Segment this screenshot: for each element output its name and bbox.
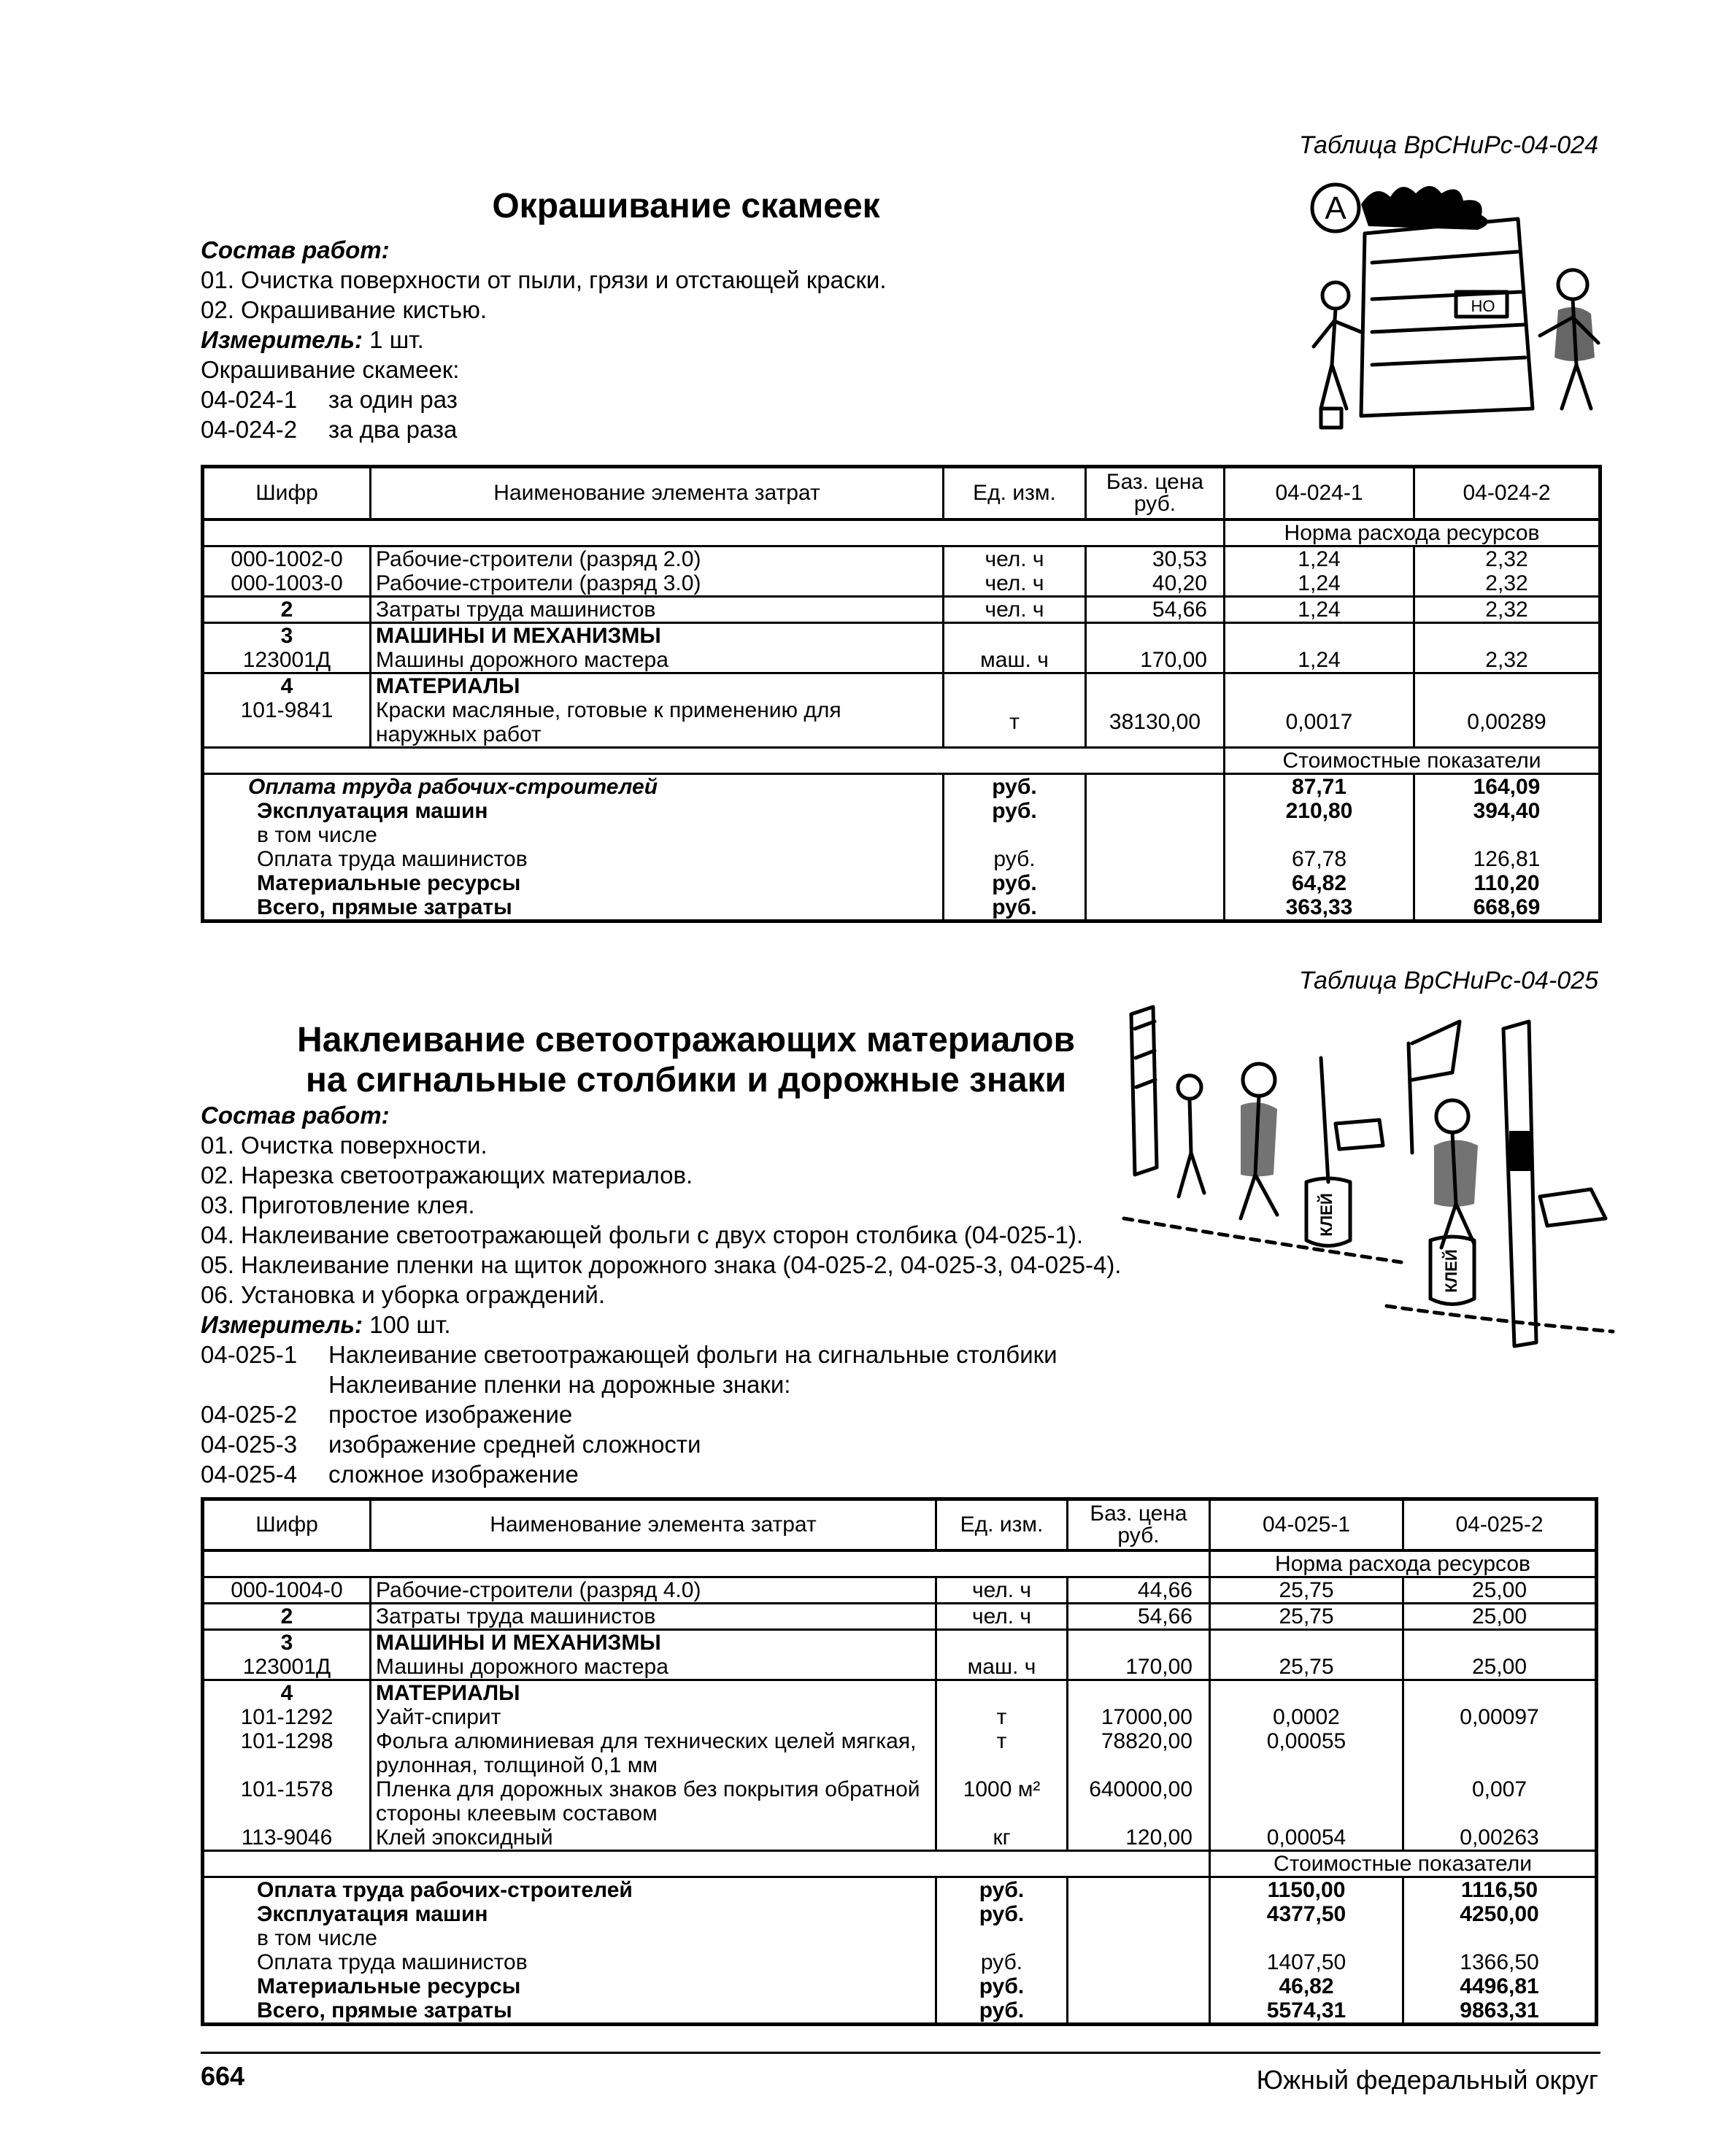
row-name: Затраты труда машинистов [371, 1603, 936, 1629]
row-unit: чел. ч [944, 546, 1086, 571]
cost-v2: 4250,00 [1403, 1902, 1597, 1926]
row-unit: чел. ч [944, 596, 1086, 622]
region-name: Южный федеральный округ [1256, 2065, 1598, 2095]
work-step: 01. Очистка поверхности. [201, 1132, 488, 1159]
worker-left-head [1322, 282, 1349, 309]
toy-car [1540, 1189, 1606, 1226]
row-v1 [1210, 1777, 1403, 1825]
page-number: 664 [201, 2061, 245, 2091]
row-v2: 0,007 [1403, 1777, 1597, 1825]
variant-line [201, 1459, 1121, 1489]
work-step: 02. Нарезка светоотражающих материалов. [201, 1162, 693, 1189]
cost-band: Стоимостные показатели [1210, 1850, 1597, 1877]
work-step: 05. Наклеивание пленки на щиток дорожного знака (04-025-2, 04-025-3, 04-025-4). [201, 1251, 1122, 1278]
row-unit: т [936, 1705, 1068, 1729]
row-name: Затраты труда машинистов [371, 596, 944, 622]
bench-painting-illustration [1292, 175, 1613, 445]
cost-v2: 668,69 [1414, 895, 1600, 921]
row-code: 000-1004-0 [203, 1577, 371, 1603]
row-v1: 0,00055 [1210, 1729, 1403, 1777]
row-price: 54,66 [1068, 1603, 1210, 1629]
cost-unit: руб. [936, 1998, 1068, 2025]
cost-v1: 1150,00 [1210, 1877, 1403, 1902]
cost-band: Стоимостные показатели [1225, 747, 1600, 773]
variant-code: 04-025-3 [201, 1431, 298, 1458]
title-line: Наклеивание светоотражающих материалов [297, 1021, 1075, 1059]
group-row [203, 1629, 1597, 1655]
cost-row [203, 895, 1600, 921]
row-code: 4 [203, 1680, 371, 1705]
worker-3-head [1436, 1100, 1468, 1132]
cost-name: Оплата труда машинистов [203, 847, 944, 871]
row-name: МАШИНЫ И МЕХАНИЗМЫ [371, 1629, 936, 1655]
table-row [203, 571, 1600, 597]
variant-line [201, 414, 887, 444]
header-col2: 04-025-2 [1403, 1499, 1597, 1550]
work-step: 04. Наклеивание светоотражающей фольги с двух сторон столбика (04-025-1). [201, 1221, 1083, 1248]
row-name: МАТЕРИАЛЫ [371, 673, 944, 698]
row-name: Машины дорожного мастера [371, 1655, 936, 1680]
row-unit: т [944, 698, 1086, 748]
cost-unit: руб. [936, 1974, 1068, 1998]
row-code: 123001Д [203, 1655, 371, 1680]
row-name: Фольга алюминиевая для технических целей мягкая, рулонная, толщиной 0,1 мм [371, 1729, 936, 1777]
row-code: 123001Д [203, 648, 371, 673]
cost-name: Материальные ресурсы [203, 871, 944, 895]
row-price: 54,66 [1086, 596, 1225, 622]
header-unit: Ед. изм. [944, 467, 1086, 519]
row-name: Клей эпоксидный [371, 1825, 936, 1851]
row-code: 2 [203, 596, 371, 622]
road-edge [1124, 1218, 1613, 1332]
table-caption: Таблица ВрСНиРс-04-025 [1298, 967, 1598, 994]
cost-v2: 4496,81 [1403, 1974, 1597, 1998]
table-row [203, 1705, 1597, 1729]
worker-2-head [1243, 1064, 1275, 1096]
variant-code: 04-024-1 [201, 386, 298, 413]
variant-line [201, 1399, 1121, 1429]
row-code: 101-1298 [203, 1729, 371, 1777]
table-row [203, 596, 1600, 622]
cost-v2: 126,81 [1414, 847, 1600, 871]
row-code: 101-9841 [203, 698, 371, 748]
row-code: 2 [203, 1603, 371, 1629]
row-unit: чел. ч [936, 1577, 1068, 1603]
variant-code: 04-024-2 [201, 416, 298, 443]
row-price: 44,66 [1068, 1577, 1210, 1603]
section-title: Окрашивание скамеек [492, 187, 880, 225]
work-composition [201, 235, 887, 444]
cost-v1: 67,78 [1225, 847, 1414, 871]
row-unit: кг [936, 1825, 1068, 1851]
cost-unit: руб. [944, 847, 1086, 871]
variant-text: простое изображение [328, 1401, 573, 1428]
cost-v2: 9863,31 [1403, 1998, 1597, 2025]
group-row [203, 673, 1600, 698]
row-unit: маш. ч [944, 648, 1086, 673]
header-price: Баз. цена руб. [1086, 467, 1225, 519]
table-caption: Таблица ВрСНиРс-04-024 [1298, 131, 1598, 159]
header-col1: 04-025-1 [1210, 1499, 1403, 1550]
row-price: 78820,00 [1068, 1729, 1210, 1777]
variant-group-label: Наклеивание пленки на дорожные знаки: [328, 1371, 791, 1398]
variant-text: изображение средней сложности [328, 1431, 701, 1458]
reflective-film-illustration [1109, 1000, 1620, 1350]
measure-label: Измеритель: [201, 326, 363, 353]
bucket-label: КЛЕЙ [1442, 1249, 1460, 1293]
table-row [203, 1603, 1597, 1629]
cost-unit: руб. [944, 773, 1086, 799]
variant-line [201, 1429, 1121, 1459]
cost-name: в том числе [203, 1926, 936, 1950]
worker-3-vest [1434, 1140, 1478, 1208]
row-v2: 2,32 [1414, 571, 1600, 597]
composition-label: Состав работ: [201, 1102, 390, 1129]
work-step: 03. Приготовление клея. [201, 1191, 475, 1218]
header-cipher: Шифр [203, 1499, 371, 1550]
row-unit: чел. ч [944, 571, 1086, 597]
row-v1: 1,24 [1225, 571, 1414, 597]
brush [1321, 1058, 1328, 1182]
work-step: 02. Окрашивание кистью. [201, 296, 488, 323]
row-price: 170,00 [1068, 1655, 1210, 1680]
paint-bucket [1321, 409, 1341, 428]
row-v1: 0,00054 [1210, 1825, 1403, 1851]
measure-line [201, 325, 887, 355]
row-name: Рабочие-строители (разряд 4.0) [371, 1577, 936, 1603]
table-row [203, 1777, 1597, 1825]
cost-row [203, 871, 1600, 895]
measure-line [201, 1310, 1121, 1340]
row-code: 101-1292 [203, 1705, 371, 1729]
sign-text: НО [1471, 297, 1495, 315]
cost-name: Эксплуатация машин [203, 799, 944, 823]
row-v2: 2,32 [1414, 596, 1600, 622]
table-row [203, 1825, 1597, 1851]
row-name: Пленка для дорожных знаков без покрытия обратной стороны клеевым составом [371, 1777, 936, 1825]
row-v1: 1,24 [1225, 596, 1414, 622]
header-col1: 04-024-1 [1225, 467, 1414, 519]
row-code: 000-1003-0 [203, 571, 371, 597]
cost-unit: руб. [944, 799, 1086, 823]
cost-band-row [203, 747, 1600, 773]
table-header-row [203, 1499, 1597, 1550]
row-price: 640000,00 [1068, 1777, 1210, 1825]
row-v1: 0,0017 [1225, 698, 1414, 748]
composition-label: Состав работ: [201, 236, 390, 263]
cost-name: Материальные ресурсы [203, 1974, 936, 1998]
row-name: МАТЕРИАЛЫ [371, 1680, 936, 1705]
norm-band-row [203, 1550, 1597, 1577]
row-name: Уайт-спирит [371, 1705, 936, 1729]
cost-name: Оплата труда рабочих-строителей [203, 1877, 936, 1902]
row-price: 120,00 [1068, 1825, 1210, 1851]
cost-v1: 64,82 [1225, 871, 1414, 895]
cost-name: Всего, прямые затраты [203, 1998, 936, 2025]
row-v1: 1,24 [1225, 648, 1414, 673]
row-price: 40,20 [1086, 571, 1225, 597]
row-name: Рабочие-строители (разряд 2.0) [371, 546, 944, 571]
cost-name: Всего, прямые затраты [203, 895, 944, 921]
row-v1: 25,75 [1210, 1603, 1403, 1629]
signal-post-left [1131, 1007, 1157, 1175]
row-unit: т [936, 1729, 1068, 1777]
bench-slats [1372, 252, 1525, 365]
group-row [203, 1680, 1597, 1705]
row-v2: 2,32 [1414, 648, 1600, 673]
work-step: 06. Установка и уборка ограждений. [201, 1281, 605, 1308]
section-title [248, 1020, 1124, 1100]
cost-row [203, 773, 1600, 799]
worker-1-head [1178, 1075, 1201, 1099]
norm-band: Норма расхода ресурсов [1225, 519, 1600, 546]
row-price: 38130,00 [1086, 698, 1225, 748]
row-name: Машины дорожного мастера [371, 648, 944, 673]
row-v2: 0,00289 [1414, 698, 1600, 748]
footer-rule [201, 2052, 1600, 2054]
variant-text: за один раз [328, 386, 458, 413]
row-v1: 25,75 [1210, 1655, 1403, 1680]
row-code: 101-1578 [203, 1777, 371, 1825]
work-composition [201, 1100, 1121, 1489]
row-v2: 25,00 [1403, 1577, 1597, 1603]
bucket-label: КЛЕЙ [1317, 1193, 1336, 1237]
row-code: 000-1002-0 [203, 546, 371, 571]
variant-line [201, 385, 887, 414]
variant-text: сложное изображение [328, 1461, 579, 1488]
row-price: 170,00 [1086, 648, 1225, 673]
row-v2: 0,00097 [1403, 1705, 1597, 1729]
cost-unit: руб. [936, 1902, 1068, 1926]
variant-text: за два раза [328, 416, 458, 443]
title-line: на сигнальные столбики и дорожные знаки [305, 1061, 1067, 1100]
cost-row [203, 1998, 1597, 2025]
work-step: 01. Очистка поверхности от пыли, грязи и отстающей краски. [201, 266, 887, 293]
row-price: 17000,00 [1068, 1705, 1210, 1729]
cost-unit: руб. [944, 871, 1086, 895]
header-name: Наименование элемента затрат [371, 1499, 936, 1550]
row-v1: 1,24 [1225, 546, 1414, 571]
cost-v2: 1116,50 [1403, 1877, 1597, 1902]
cost-v2: 164,09 [1414, 773, 1600, 799]
header-price: Баз. цена руб. [1068, 1499, 1210, 1550]
table-row [203, 698, 1600, 748]
reflective-strip [1509, 1131, 1531, 1171]
cost-row [203, 799, 1600, 823]
cost-unit: руб. [936, 1877, 1068, 1902]
row-v1: 25,75 [1210, 1577, 1403, 1603]
row-v2: 25,00 [1403, 1655, 1597, 1680]
cost-v1: 5574,31 [1210, 1998, 1403, 2025]
worker-left-body [1314, 309, 1361, 409]
cost-row [203, 823, 1600, 847]
header-col2: 04-024-2 [1414, 467, 1600, 519]
cost-v1: 87,71 [1225, 773, 1414, 799]
header-name: Наименование элемента затрат [371, 467, 944, 519]
worker-1-body [1179, 1099, 1204, 1197]
header-cipher: Шифр [203, 467, 371, 519]
table-row [203, 648, 1600, 673]
row-v1: 0,0002 [1210, 1705, 1403, 1729]
row-code: 3 [203, 1629, 371, 1655]
measure-value: 100 шт. [369, 1311, 451, 1338]
cost-name: Оплата труда машинистов [203, 1950, 936, 1974]
measure-label: Измеритель: [201, 1311, 363, 1338]
table-header-row [203, 467, 1600, 519]
row-name: МАШИНЫ И МЕХАНИЗМЫ [371, 622, 944, 648]
worker-2-vest [1241, 1102, 1277, 1177]
row-code: 4 [203, 673, 371, 698]
row-unit: 1000 м² [936, 1777, 1068, 1825]
cost-unit: руб. [936, 1950, 1068, 1974]
variant-code: 04-025-2 [201, 1401, 298, 1428]
cost-row [203, 1902, 1597, 1926]
cost-v1: 1407,50 [1210, 1950, 1403, 1974]
cost-row [203, 1926, 1597, 1950]
row-name: Краски масляные, готовые к применению для наружных работ [371, 698, 944, 748]
cost-row [203, 1974, 1597, 1998]
cost-unit: руб. [944, 895, 1086, 921]
row-code: 3 [203, 622, 371, 648]
cost-name: Оплата труда рабочих-строителей [203, 773, 944, 799]
worker-right-head [1558, 270, 1587, 299]
cost-v2: 394,40 [1414, 799, 1600, 823]
cost-v2: 110,20 [1414, 871, 1600, 895]
norm-band: Норма расхода ресурсов [1210, 1550, 1597, 1577]
variant-text: Наклеивание светоотражающей фольги на сигнальные столбики [328, 1341, 1057, 1368]
cost-row [203, 1950, 1597, 1974]
group-row [203, 622, 1600, 648]
cost-band-row [203, 1850, 1597, 1877]
table-row [203, 1577, 1597, 1603]
row-unit: маш. ч [936, 1655, 1068, 1680]
measure-value: 1 шт. [369, 326, 424, 353]
cost-row [203, 1877, 1597, 1902]
variant-code: 04-025-1 [201, 1341, 298, 1368]
norm-band-row [203, 519, 1600, 546]
cost-name: в том числе [203, 823, 944, 847]
worker-right-jacket [1554, 307, 1595, 361]
cost-row [203, 847, 1600, 871]
cost-table-04-024 [201, 465, 1602, 923]
row-code: 113-9046 [203, 1825, 371, 1851]
machine-card [1336, 1120, 1383, 1149]
row-v2: 2,32 [1414, 546, 1600, 571]
header-unit: Ед. изм. [936, 1499, 1068, 1550]
cost-table-04-025 [201, 1497, 1598, 2026]
variant-group-label: Окрашивание скамеек: [201, 356, 460, 383]
cost-v1: 363,33 [1225, 895, 1414, 921]
cost-v1: 46,82 [1210, 1974, 1403, 1998]
variant-line [201, 1340, 1121, 1369]
row-v2 [1403, 1729, 1597, 1777]
row-v2: 0,00263 [1403, 1825, 1597, 1851]
cost-v2: 1366,50 [1403, 1950, 1597, 1974]
cost-v1: 210,80 [1225, 799, 1414, 823]
badge-letter: А [1325, 190, 1346, 226]
table-row [203, 1729, 1597, 1777]
row-v2: 25,00 [1403, 1603, 1597, 1629]
table-row [203, 546, 1600, 571]
row-price: 30,53 [1086, 546, 1225, 571]
signal-post-right [1503, 1021, 1536, 1346]
cost-v1: 4377,50 [1210, 1902, 1403, 1926]
table-row [203, 1655, 1597, 1680]
variant-code: 04-025-4 [201, 1461, 298, 1488]
row-name: Рабочие-строители (разряд 3.0) [371, 571, 944, 597]
row-unit: чел. ч [936, 1603, 1068, 1629]
cost-name: Эксплуатация машин [203, 1902, 936, 1926]
